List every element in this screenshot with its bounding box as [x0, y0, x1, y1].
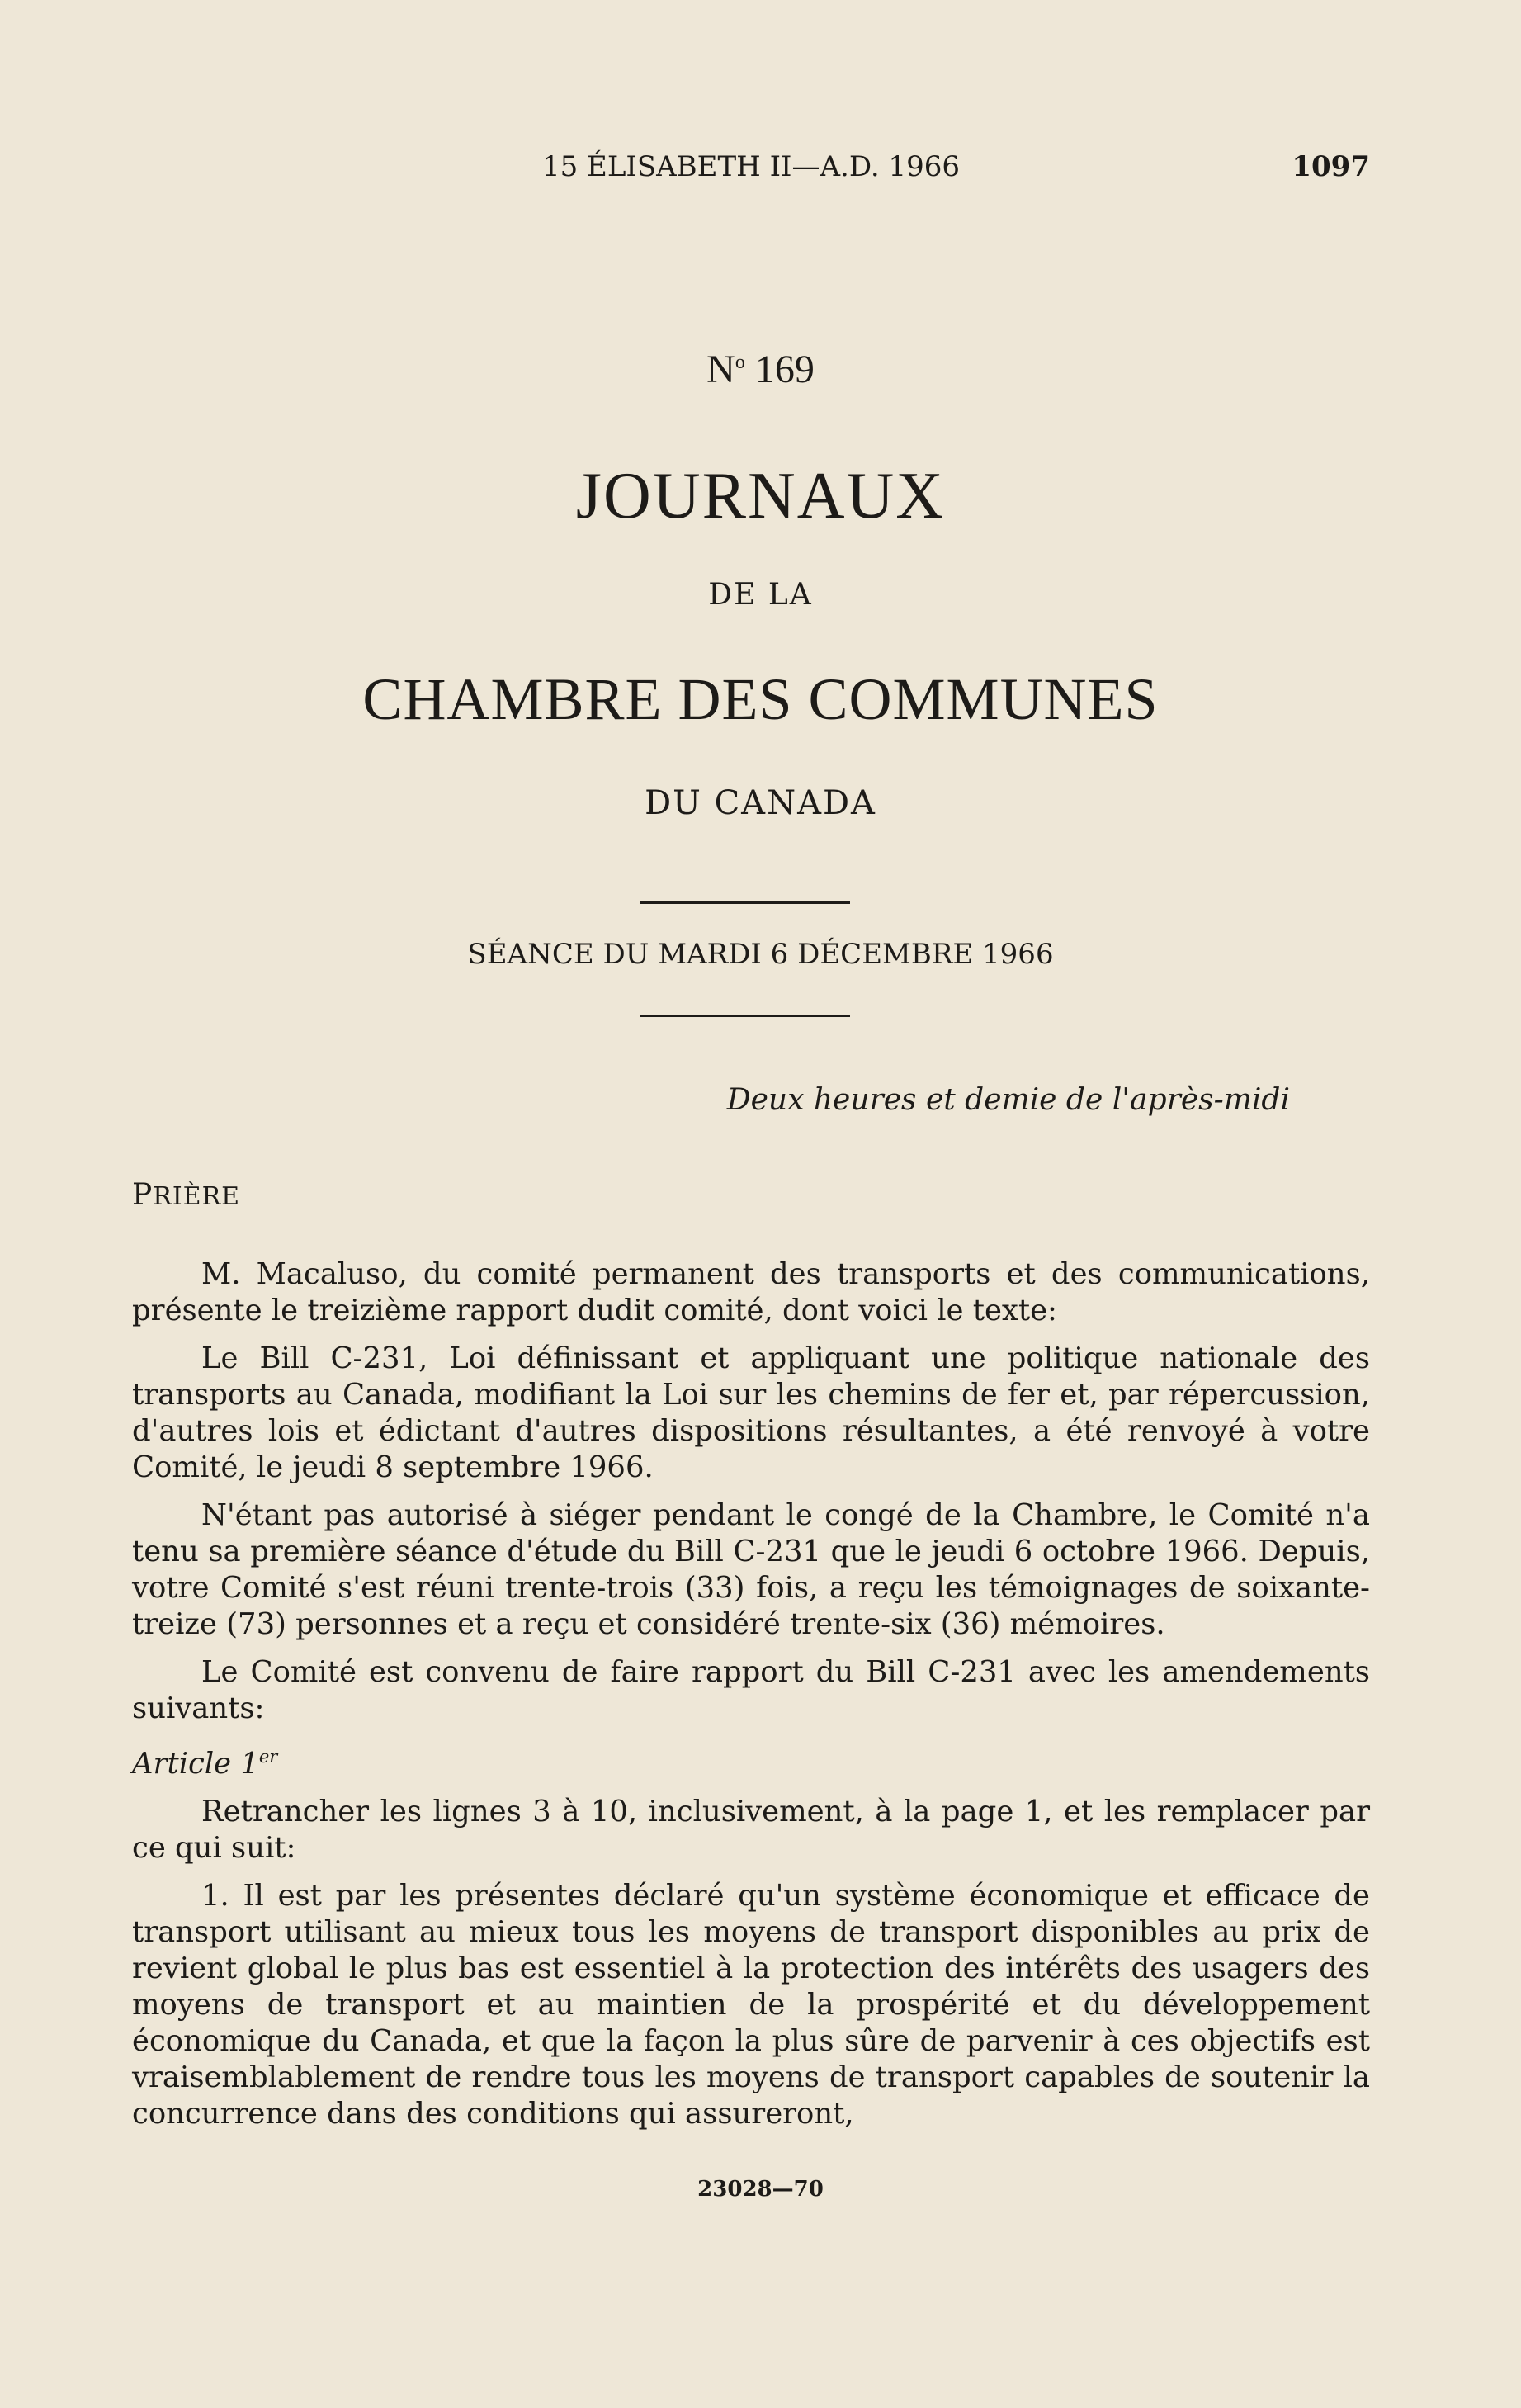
house-name: CHAMBRE DES COMMUNES — [362, 666, 1159, 732]
divider-top — [640, 901, 850, 904]
title-connector: DE LA — [708, 578, 813, 612]
issue-number-prefix: N — [706, 348, 735, 391]
paragraph-bill-referral: Le Bill C-231, Loi définissant et appliquant une politique nationale des transports au Canada, modifiant la Loi sur les chemins de fer et, par répercussion, d'autres lois et édictant d'autres dispositions résultantes, a été renvoyé à votre Comité, le jeudi 8 septembre 1966. — [132, 1341, 1370, 1484]
paragraph-replace-lines: Retrancher les lignes 3 à 10, inclusivement, à la page 1, et les remplacer par ce qui suit: — [132, 1794, 1370, 1865]
article-ordinal: er — [258, 1747, 278, 1767]
prayer-heading — [132, 1178, 240, 1212]
sitting-time: Deux heures et demie de l'après-midi — [726, 1083, 1290, 1117]
issue-number — [0, 347, 1521, 392]
running-head — [132, 150, 1370, 190]
sitting-date: SÉANCE DU MARDI 6 DÉCEMBRE 1966 — [467, 938, 1054, 971]
prayer-initial: P — [132, 1178, 154, 1212]
issue-number-degree: o — [735, 352, 745, 373]
divider-bottom — [640, 1015, 850, 1017]
journal-title: JOURNAUX — [575, 460, 946, 532]
paragraph-section-1: 1. Il est par les présentes déclaré qu'un système économique et efficace de transport utilisant au mieux tous les moyens de transport disponibles au prix de revient global le plus bas est essentiel à la protection des intérêts des usagers des moyens de transport et au maintien de la prospérité et du développement économique du Canada, et que la façon la plus sûre de parvenir à ces objectifs est vraisemblablement de rendre tous les moyens de transport capables de soutenir la concurrence dans des conditions qui assureront, — [132, 1878, 1370, 2131]
page-number: 1097 — [1292, 150, 1370, 183]
paragraph-committee-sittings: N'étant pas autorisé à siéger pendant le congé de la Chambre, le Comité n'a tenu sa première séance d'étude du Bill C-231 que le jeudi 6 octobre 1966. Depuis, votre Comité s'est réuni trente-trois (33) fois, a reçu les témoignages de soixante-treize (73) personnes et a reçu et considéré trente-six (36) mémoires. — [132, 1498, 1370, 1641]
printer-signature-mark: 23028—70 — [697, 2177, 824, 2202]
issue-number-value: 169 — [754, 348, 815, 391]
country-name: DU CANADA — [645, 784, 876, 822]
regnal-year: 15 ÉLISABETH II—A.D. 1966 — [541, 150, 961, 183]
article-heading — [132, 1739, 1370, 1782]
paragraph-amendments-intro: Le Comité est convenu de faire rapport du Bill C-231 avec les amendements suivants: — [132, 1655, 1370, 1725]
paragraph-report-presented: M. Macaluso, du comité permanent des transports et des communications, présente le treizième rapport dudit comité, dont voici le texte: — [132, 1257, 1370, 1327]
article-label: Article 1 — [132, 1746, 259, 1781]
prayer-rest: RIÈRE — [153, 1182, 241, 1211]
report-body — [132, 1256, 1370, 2144]
